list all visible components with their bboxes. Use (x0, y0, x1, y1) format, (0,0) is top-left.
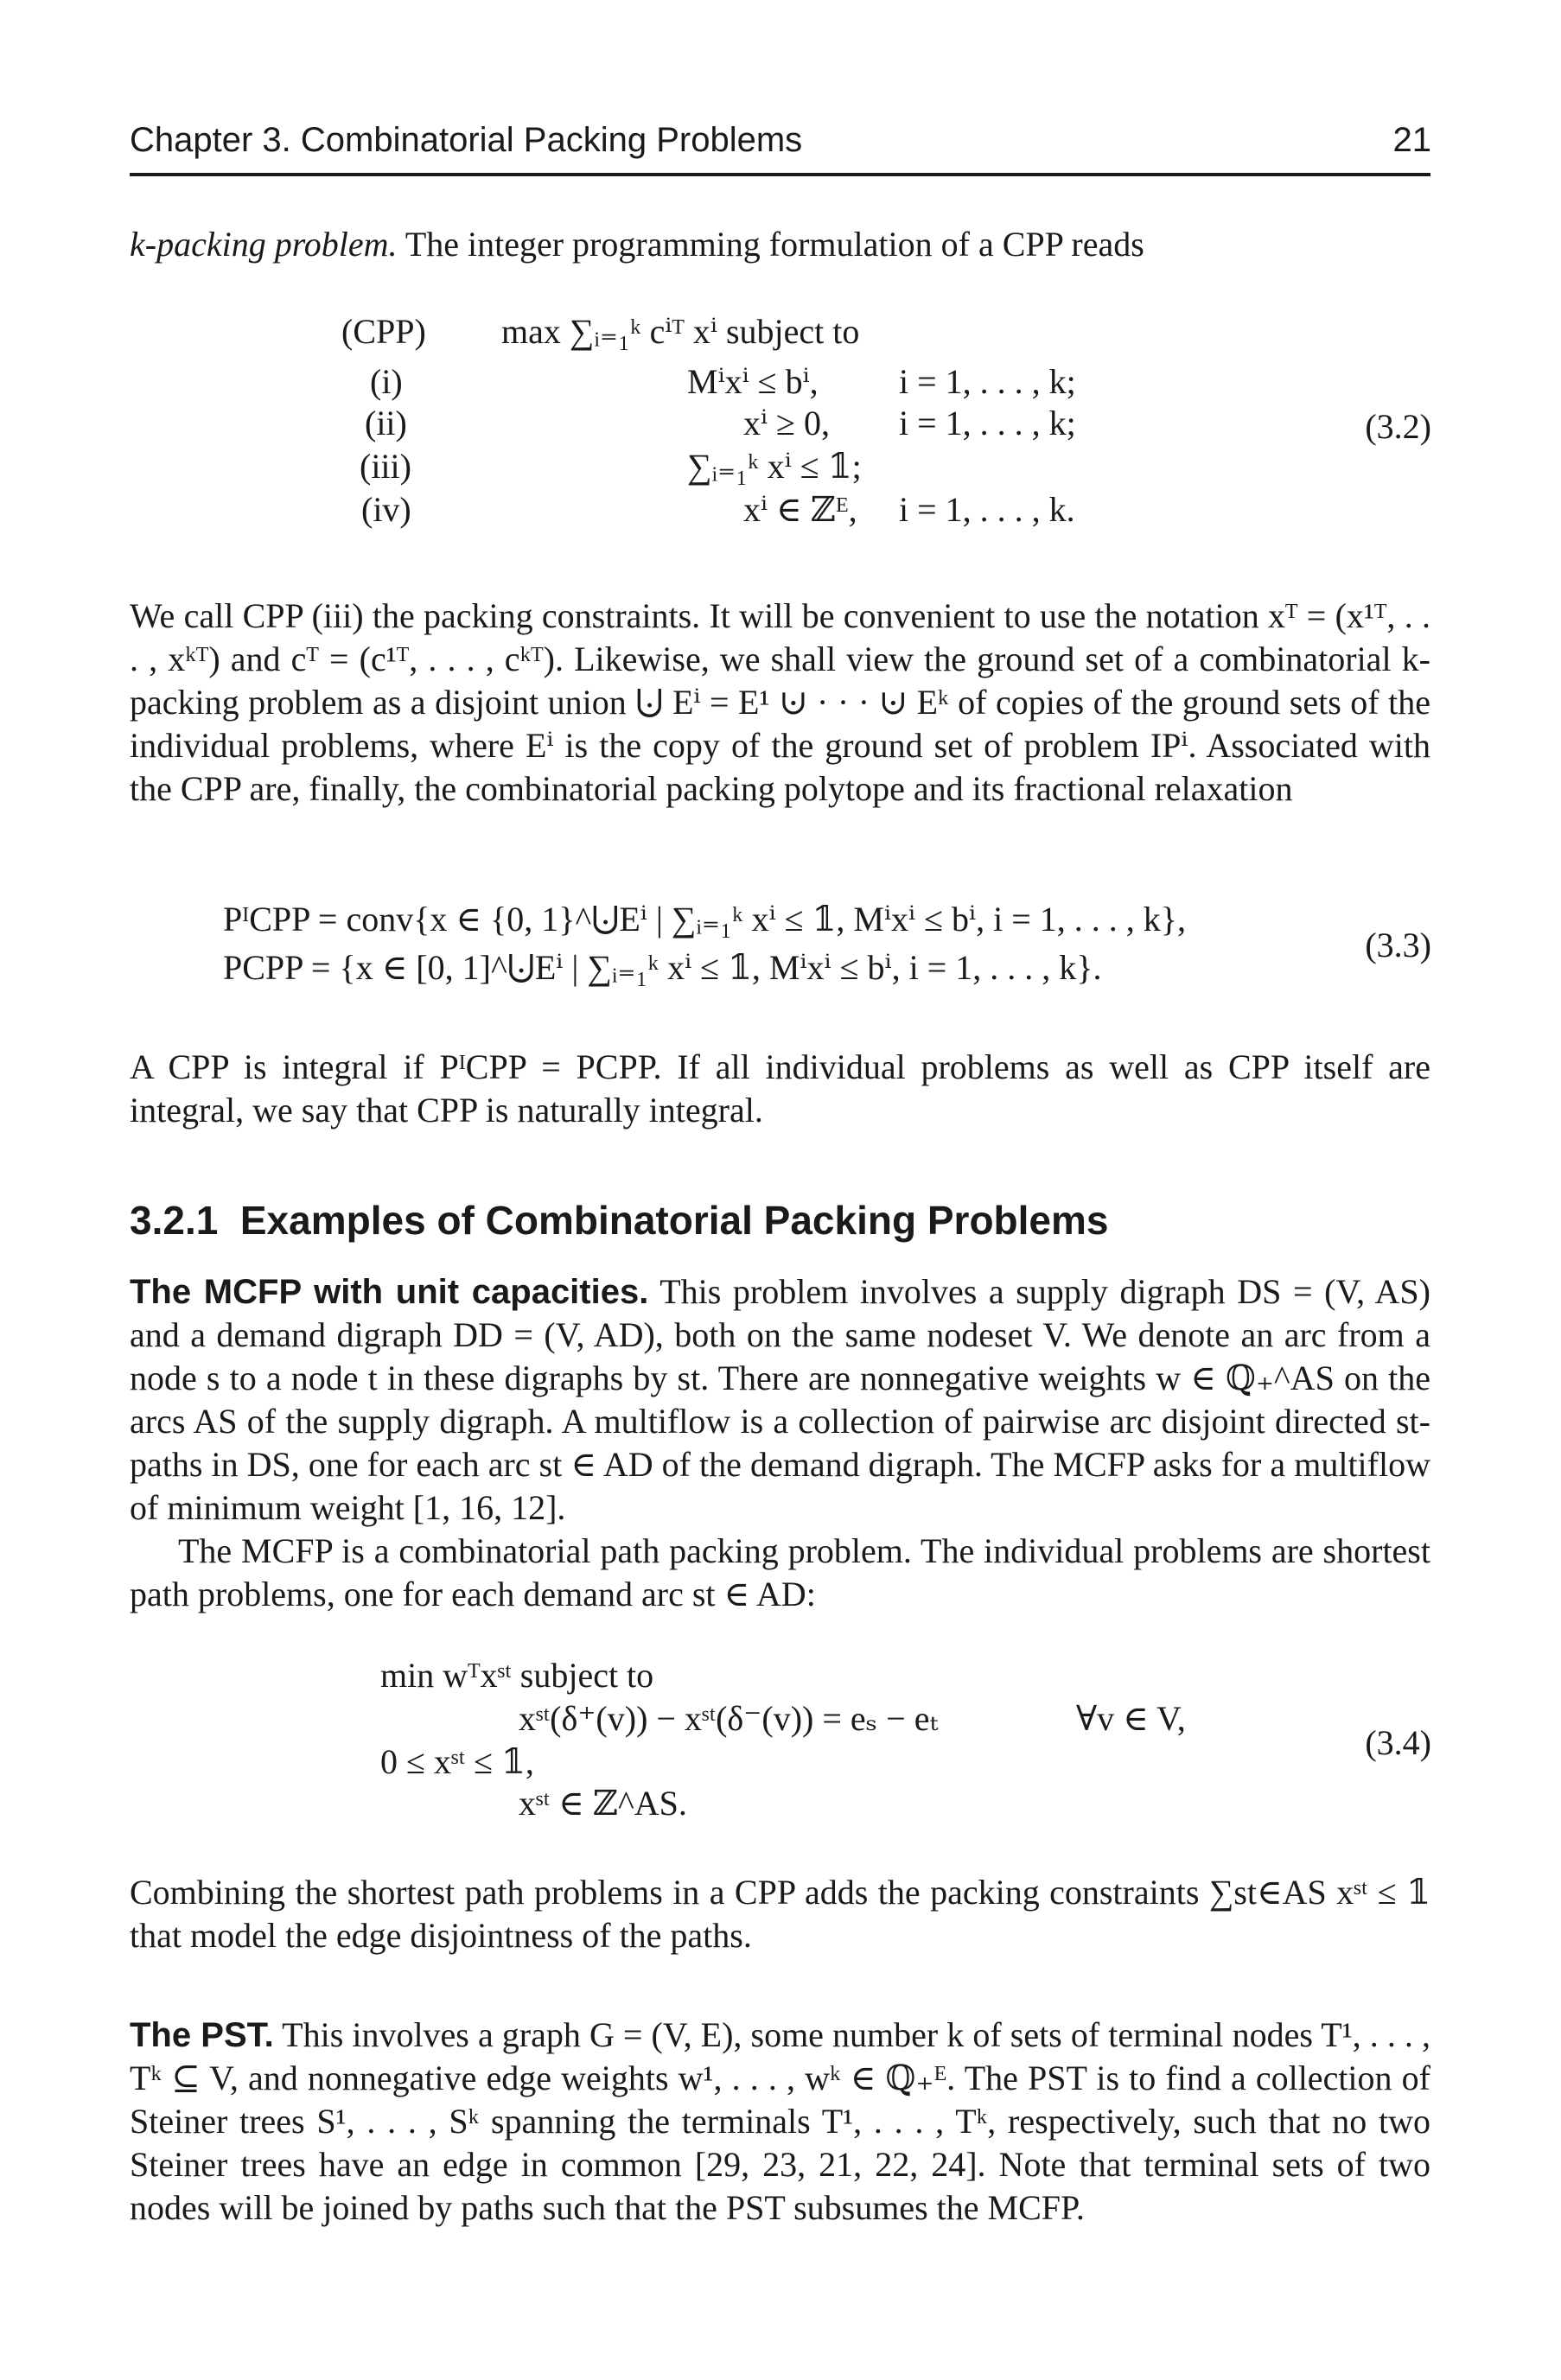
intro-paragraph (130, 223, 1430, 266)
cpp-row-expr: ∑ᵢ₌₁ᵏ xⁱ ≤ 𝟙; (687, 447, 862, 486)
fractional-polytope: PCPP = {x ∈ [0, 1]^⨃Eⁱ | ∑ᵢ₌₁ᵏ xⁱ ≤ 𝟙, Mⁱxⁱ ≤ bⁱ, i = 1, . . . , k}. (223, 948, 1102, 987)
flow-conservation: xˢᵗ(δ⁺(v)) − xˢᵗ(δ⁻(v)) = eₛ − eₜ (519, 1699, 939, 1738)
cpp-row-num: (ii) (365, 404, 407, 442)
packing-constraints-mcfp-paragraph: Combining the shortest path problems in a CPP adds the packing constraints ∑st∈AS xˢᵗ ≤ 𝟙 that model the edge disjointness of the paths. (130, 1873, 1430, 1955)
mcfp-heading: The MCFP with unit capacities. (130, 1273, 649, 1311)
flow-range: ∀v ∈ V, (1076, 1699, 1186, 1738)
pst-heading: The PST. (130, 2016, 274, 2054)
sp-objective: min wᵀxˢᵗ subject to (380, 1656, 654, 1695)
page-number: 21 (1392, 121, 1431, 159)
section-heading (130, 1197, 1109, 1244)
pst-paragraph (130, 2014, 1430, 2230)
cpp-row-num: (i) (370, 362, 403, 401)
cpp-row-num: (iv) (361, 490, 411, 529)
integrality: xˢᵗ ∈ ℤ^AS. (519, 1784, 687, 1823)
cpp-row-expr: xⁱ ∈ ℤᴱ, (743, 490, 857, 529)
running-header: Chapter 3. Combinatorial Packing Problems (130, 121, 803, 159)
cpp-row-range: i = 1, . . . , k. (899, 490, 1075, 529)
pst-text: This involves a graph G = (V, E), some number k of sets of terminal nodes T¹, . . . , Tᵏ ⊆ V, and nonnegative edge weights w¹, . . . , wᵏ ∈ ℚ₊ᴱ. The PST is to find a collection of Steiner trees S¹, . . . , Sᵏ spanning the terminals T¹, . . . , Tᵏ, respectively, such that no two Steiner trees have an edge in common [29, 23, 21, 22, 24]. Note that terminal sets of two nodes will be joined by paths such that the PST subsumes the MCFP. (130, 2015, 1430, 2227)
intro-text: The integer programming formulation of a CPP reads (405, 225, 1144, 264)
equation-number: (3.3) (1365, 926, 1431, 964)
packing-constraints-paragraph: We call CPP (iii) the packing constraints. It will be convenient to use the notation xᵀ = (x¹ᵀ, . . . , xᵏᵀ) and cᵀ = (c¹ᵀ, . . . , cᵏᵀ). Likewise, we shall view the ground set of a combinatorial k-packing problem as a disjoint union ⨃ Eⁱ = E¹ ⊍ · · · ⊍ Eᵏ of copies of the ground sets of the individual problems, where Eⁱ is the copy of the ground set of problem IPⁱ. Associated with the CPP are, finally, the combinatorial packing polytope and its fractional relaxation (130, 596, 1430, 808)
cpp-row-expr: xⁱ ≥ 0, (743, 404, 830, 442)
integrality-paragraph: A CPP is integral if PᴵCPP = PCPP. If all individual problems as well as CPP itself are integral, we say that CPP is naturally integral. (130, 1047, 1430, 1130)
capacity-bounds: 0 ≤ xˢᵗ ≤ 𝟙, (380, 1742, 534, 1781)
cpp-objective: max ∑ᵢ₌₁ᵏ cⁱᵀ xⁱ subject to (501, 312, 860, 351)
header-rule (130, 173, 1430, 176)
mcfp-text: This problem involves a supply digraph DS = (V, AS) and a demand digraph DD = (V, AD), both on the same nodeset V. We denote an arc from a node s to a node t in these digraphs by st. There are nonnegative weights w ∈ ℚ₊^AS on the arcs AS of the supply digraph. A multiflow is a collection of pairwise arc disjoint directed st-paths in DS, one for each arc st ∈ AD of the demand digraph. The MCFP asks for a multiflow of minimum weight [1, 16, 12]. (130, 1272, 1430, 1527)
section-number: 3.2.1 (130, 1198, 219, 1243)
cpp-row-range: i = 1, . . . , k; (899, 362, 1076, 401)
cpp-row-num: (iii) (360, 447, 411, 486)
equation-number: (3.4) (1365, 1723, 1431, 1762)
equation-number: (3.2) (1365, 407, 1431, 446)
cpp-row-expr: Mⁱxⁱ ≤ bⁱ, (687, 362, 819, 401)
mcfp-paragraph-2: The MCFP is a combinatorial path packing problem. The individual problems are shortest path problems, one for each demand arc st ∈ AD: (130, 1531, 1430, 1613)
section-title: Examples of Combinatorial Packing Problems (239, 1198, 1109, 1243)
cpp-label: (CPP) (341, 312, 426, 351)
mcfp-paragraph (130, 1270, 1430, 1530)
cpp-row-range: i = 1, . . . , k; (899, 404, 1076, 442)
integral-polytope: PᴵCPP = conv{x ∈ {0, 1}^⨃Eⁱ | ∑ᵢ₌₁ᵏ xⁱ ≤ 𝟙, Mⁱxⁱ ≤ bⁱ, i = 1, . . . , k}, (223, 900, 1186, 939)
kpacking-term: k-packing problem. (130, 225, 398, 264)
